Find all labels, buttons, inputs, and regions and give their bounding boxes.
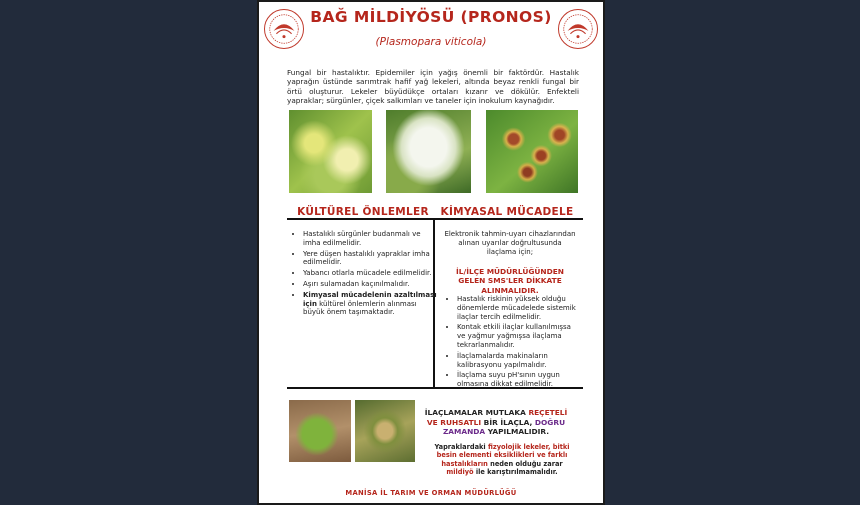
leaf-underside-mildew-photo — [386, 110, 471, 193]
note-text: neden olduğu zarar — [487, 459, 563, 468]
confusion-note — [427, 443, 577, 477]
warning-text: YAPILMALIDIR. — [485, 427, 550, 437]
list-item: • Kontak etkili ilaçlar kullanılmışsa ve yağmur yağmışsa ilaçlama tekrarlanmalıdır. — [457, 323, 577, 349]
leaf-necrotic-lesions-photo — [486, 110, 578, 193]
note-emphasis: fizyolojik lekeler, bitki besin elementi eksiklikleri ve farklı hastalıkların — [436, 443, 570, 468]
cultural-list — [289, 230, 437, 319]
chemical-intro: Elektronik tahmin-uyarı cihazlarından alınan uyarılar doğrultusunda ilaçlama için; — [444, 230, 576, 256]
footer-organization: MANİSA İL TARIM VE ORMAN MÜDÜRLÜĞÜ — [345, 489, 517, 497]
chemical-list — [443, 295, 577, 391]
list-item: • Yabancı otlarla mücadele edilmelidir. — [303, 269, 437, 278]
list-item: • Hastalık riskinin yüksek olduğu dönemlerde mücadelede sistemik ilaçlar tercih edilmelidir. — [457, 295, 577, 321]
sms-warning: İL/İLÇE MÜDÜRLÜĞÜNDEN GELEN SMS'LER DİKKATE ALINMALIDIR. — [456, 267, 564, 295]
list-item — [303, 291, 437, 317]
poster-subtitle: (Plasmopara viticola) — [375, 36, 487, 48]
list-item: • İlaçlama suyu pH'sının uygun olmasına dikkat edilmelidir. — [457, 371, 577, 389]
emphasis-text: Kimyasal mücadelenin azaltılması için — [303, 290, 437, 308]
list-item: • İlaçlamalarda makinaların kalibrasyonu yapılmalıdır. — [457, 352, 577, 370]
warning-text: BİR İLAÇLA, — [481, 417, 535, 427]
warning-emphasis-timing: DOĞRU ZAMANDA — [442, 417, 566, 437]
warning-text: İLAÇLAMALAR MUTLAKA — [424, 408, 529, 417]
prescription-warning — [421, 408, 571, 437]
list-item: • Hastalıklı sürgünler budanmalı ve imha edilmelidir. — [303, 230, 437, 248]
list-item-text: kültürel önlemlerin alınması büyük önem taşımaktadır. — [303, 299, 417, 317]
cultural-heading: KÜLTÜREL ÖNLEMLER — [297, 206, 429, 218]
poster — [257, 0, 605, 505]
chemical-heading: KİMYASAL MÜCADELE — [440, 206, 574, 218]
warning-emphasis: REÇETELİ VE RUHSATLI — [426, 408, 568, 427]
note-text: ile karıştırılmamalıdır. — [473, 468, 558, 477]
vine-leaf-photo — [289, 400, 351, 462]
note-text: Yapraklardaki — [434, 443, 488, 451]
poster-title: BAĞ MİLDİYÖSÜ (PRONOS) — [310, 8, 552, 26]
note-emphasis: mildiyö — [446, 468, 474, 477]
list-item: • Yere düşen hastalıklı yapraklar imha edilmelidir. — [303, 250, 437, 268]
section-divider-top — [287, 218, 583, 220]
intro-paragraph: Fungal bir hastalıktır. Epidemiler için yağış önemli bir faktördür. Hastalık yaprağın üstünde sarımtrak hafif yağ lekeleri, altında beyaz renkli fungal bir örtü oluşturur. Lekeler büyüdükçe ortaları kızarır ve dökülür. Enfekteli yapraklar; sürgünler, çiçek salkımları ve taneler için inokulum kaynağıdır. — [287, 68, 579, 106]
list-item: • Aşırı sulamadan kaçınılmalıdır. — [303, 280, 437, 289]
symptom-leaf-photo — [355, 400, 415, 462]
leaf-oil-spots-photo — [289, 110, 372, 193]
